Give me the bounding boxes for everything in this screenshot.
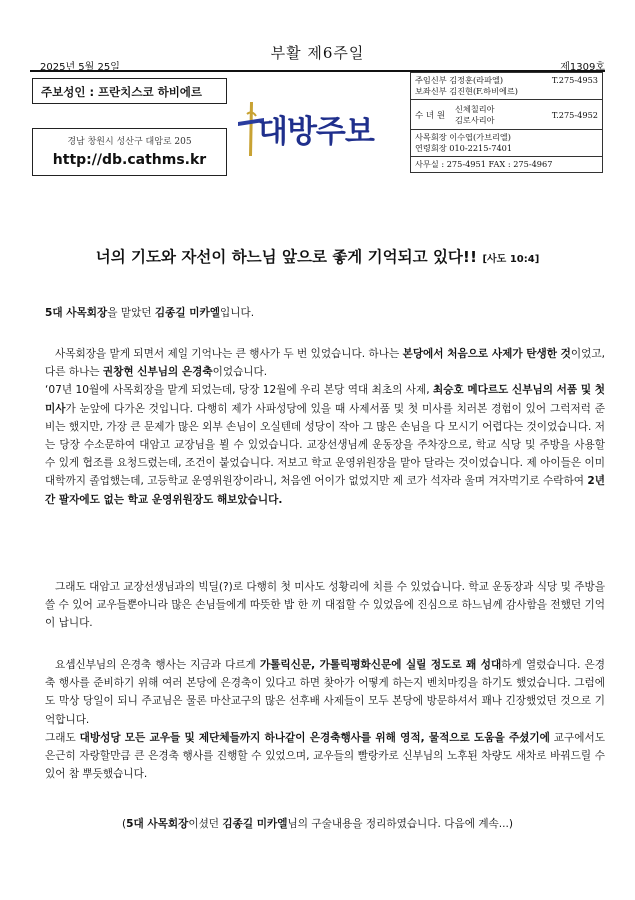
nun-1: 신체칠리아 (455, 103, 495, 114)
intro-text: 을 맡았던 (107, 307, 155, 319)
headline-text: 너의 기도와 자선이 하느님 앞으로 좋게 기억되고 있다!! (95, 248, 478, 266)
p4-text-c: 교구에서도 은근히 자랑할만큼 큰 은경축 행사를 진행할 수 있었으며, 교우들의 빨랑카로 신부님의 노후된 차량도 새차로 바꿔드릴 수 있어 참 뿌듯했습니다. (45, 731, 605, 781)
nun-2: 김로사리아 (455, 114, 495, 125)
intro-name: 김종길 미카엘 (154, 307, 220, 319)
closing-open: ( (121, 818, 127, 830)
p3-bold-b: 가톨릭신문, 가톨릭평화신문에 실릴 정도로 꽤 성대 (259, 659, 502, 671)
p1-text-e: 이었습니다. (212, 366, 268, 379)
p4-text-a: 그래도 (45, 731, 80, 744)
p3-text-c: 하게 열렸습니다. 은경축 행사를 준비하기 위해 여러 본당에 은경축이 있다고 하면 찾아가 어떻게 하는지 벤치마킹을 하기도 했었습니다. 그럼에도 막상 당일이 되니 주교님은 물론 마산교구의 많은 선후배 사제들이 모두 본당에 방문하셔서 꽤나 긴장했었던 것으로 기억합니다. (45, 659, 605, 726)
council-president: 사목회장 이수엽(가브리엘) (415, 132, 511, 142)
union-president: 연령회장 010-2215-7401 (415, 143, 513, 153)
article-headline (0, 245, 635, 267)
issue-number: 제1309호 (560, 62, 605, 73)
p1-text-f: ‘07년 10월에 사목회장을 맡게 되었는데, 당장 12월에 우리 본당 역대 최초의 사제, (45, 384, 433, 397)
address-box (32, 128, 227, 176)
p1-bold-d: 권창현 신부님의 은경축 (102, 366, 213, 379)
p1-text-c: 이었고, 다른 하나는 (45, 348, 605, 379)
paragraph-2: 그래도 대암고 교장선생님과의 빅딜(?)로 다행히 첫 미사도 성황리에 치를 수 있었습니다. 학교 운동장과 식당 및 주방을 쓸 수 있어 교우들뿐아니라 많은 손님들에게 따뜻한 밥 한 끼 대접할 수 있었음에 진심으로 하느님께 감사함을 전했던 기억이 납니다. (45, 581, 605, 630)
convent-label: 수 녀 원 (415, 110, 446, 121)
assistant-priest: 보좌신부 김진현(F.하비에르) (415, 86, 518, 96)
headline-reference: [사도 10:4] (482, 254, 540, 265)
clergy-row (410, 72, 603, 100)
convent-row (410, 100, 603, 130)
staff-directory (410, 72, 603, 173)
pastor-tel: T.275-4953 (551, 75, 598, 85)
p3-text-a: 요셉신부님의 은경축 행사는 지금과 다르게 (55, 659, 260, 671)
paragraph-3 (45, 656, 605, 783)
council-row (410, 130, 603, 157)
p1-text-a: 사목회장을 맡게 되면서 제일 기억나는 큰 행사가 두 번 있었습니다. 하나는 (55, 348, 403, 360)
closing-role: 5대 사목회장 (126, 818, 189, 830)
paragraph-1 (45, 345, 605, 509)
pastor: 주임신부 김정훈(라파엘) (415, 75, 504, 85)
intro-end: 입니다. (220, 307, 255, 319)
office-row: 사무실 : 275-4951 FAX : 275-4967 (410, 157, 603, 173)
patron-saint-box: 주보성인 : 프란치스코 하비에르 (32, 78, 227, 104)
logo-title: 대방주보 (258, 114, 374, 150)
p1-bold-g: 최승호 메다르도 신부님의 서품 및 첫 미사 (45, 384, 605, 415)
closing-end: 님의 구술내용을 정리하였습니다. 다음에 계속...) (287, 818, 514, 830)
closing-text: 이셨던 (188, 818, 223, 830)
p1-bold-i: 2년간 팔자에도 없는 학교 운영위원장도 해보았습니다. (45, 475, 605, 506)
bulletin-logo (236, 100, 406, 160)
website-url[interactable]: http://db.cathms.kr (52, 152, 207, 168)
p1-text-h: 가 눈앞에 다가온 것입니다. 다행히 제가 사파성당에 있을 때 사제서품 및 첫 미사를 치러본 경험이 있어 그럭저럭 준비는 했지만, 가장 큰 문제가 많은 외부 손님이 오실텐데 성당이 작아 그 많은 손님을 다 모시기 어렵다는 것이었습니다. 저는 당장 수소문하여 대암고 교장님을 뵐 수 있었습니다. 교장선생님께 운동장을 주차장으로, 학교 식당 및 주방을 사용할 수 있게 협조를 요청드렸는데, 조건이 붙었습니다. 저보고 학교 운영위원장을 맡아 달라는 것이었습니다. 제 아이들은 이미 대학까지 졸업했는데, 고등학교 운영위원장이라니, 처음엔 어이가 없었지만 제 코가 석자라 울며 겨자먹기로 수락하여 (45, 402, 605, 488)
church-address: 경남 창원시 성산구 대암로 205 (67, 137, 192, 147)
closing-note (0, 816, 635, 831)
p1-bold-b: 본당에서 처음으로 사제가 탄생한 것 (402, 348, 571, 360)
liturgical-week: 부활 제6주일 (270, 44, 365, 62)
intro-role: 5대 사목회장 (45, 307, 108, 319)
closing-name: 김종길 미카엘 (222, 818, 288, 830)
p4-bold-b: 대방성당 모든 교우들 및 제단체들까지 하나같이 은경축행사를 위해 영적, 물적으로 도움을 주셨기에 (79, 731, 550, 744)
intro-paragraph (45, 304, 605, 322)
issue-date: 2025년 5월 25일 (40, 62, 120, 73)
convent-tel: T.275-4952 (551, 109, 598, 120)
